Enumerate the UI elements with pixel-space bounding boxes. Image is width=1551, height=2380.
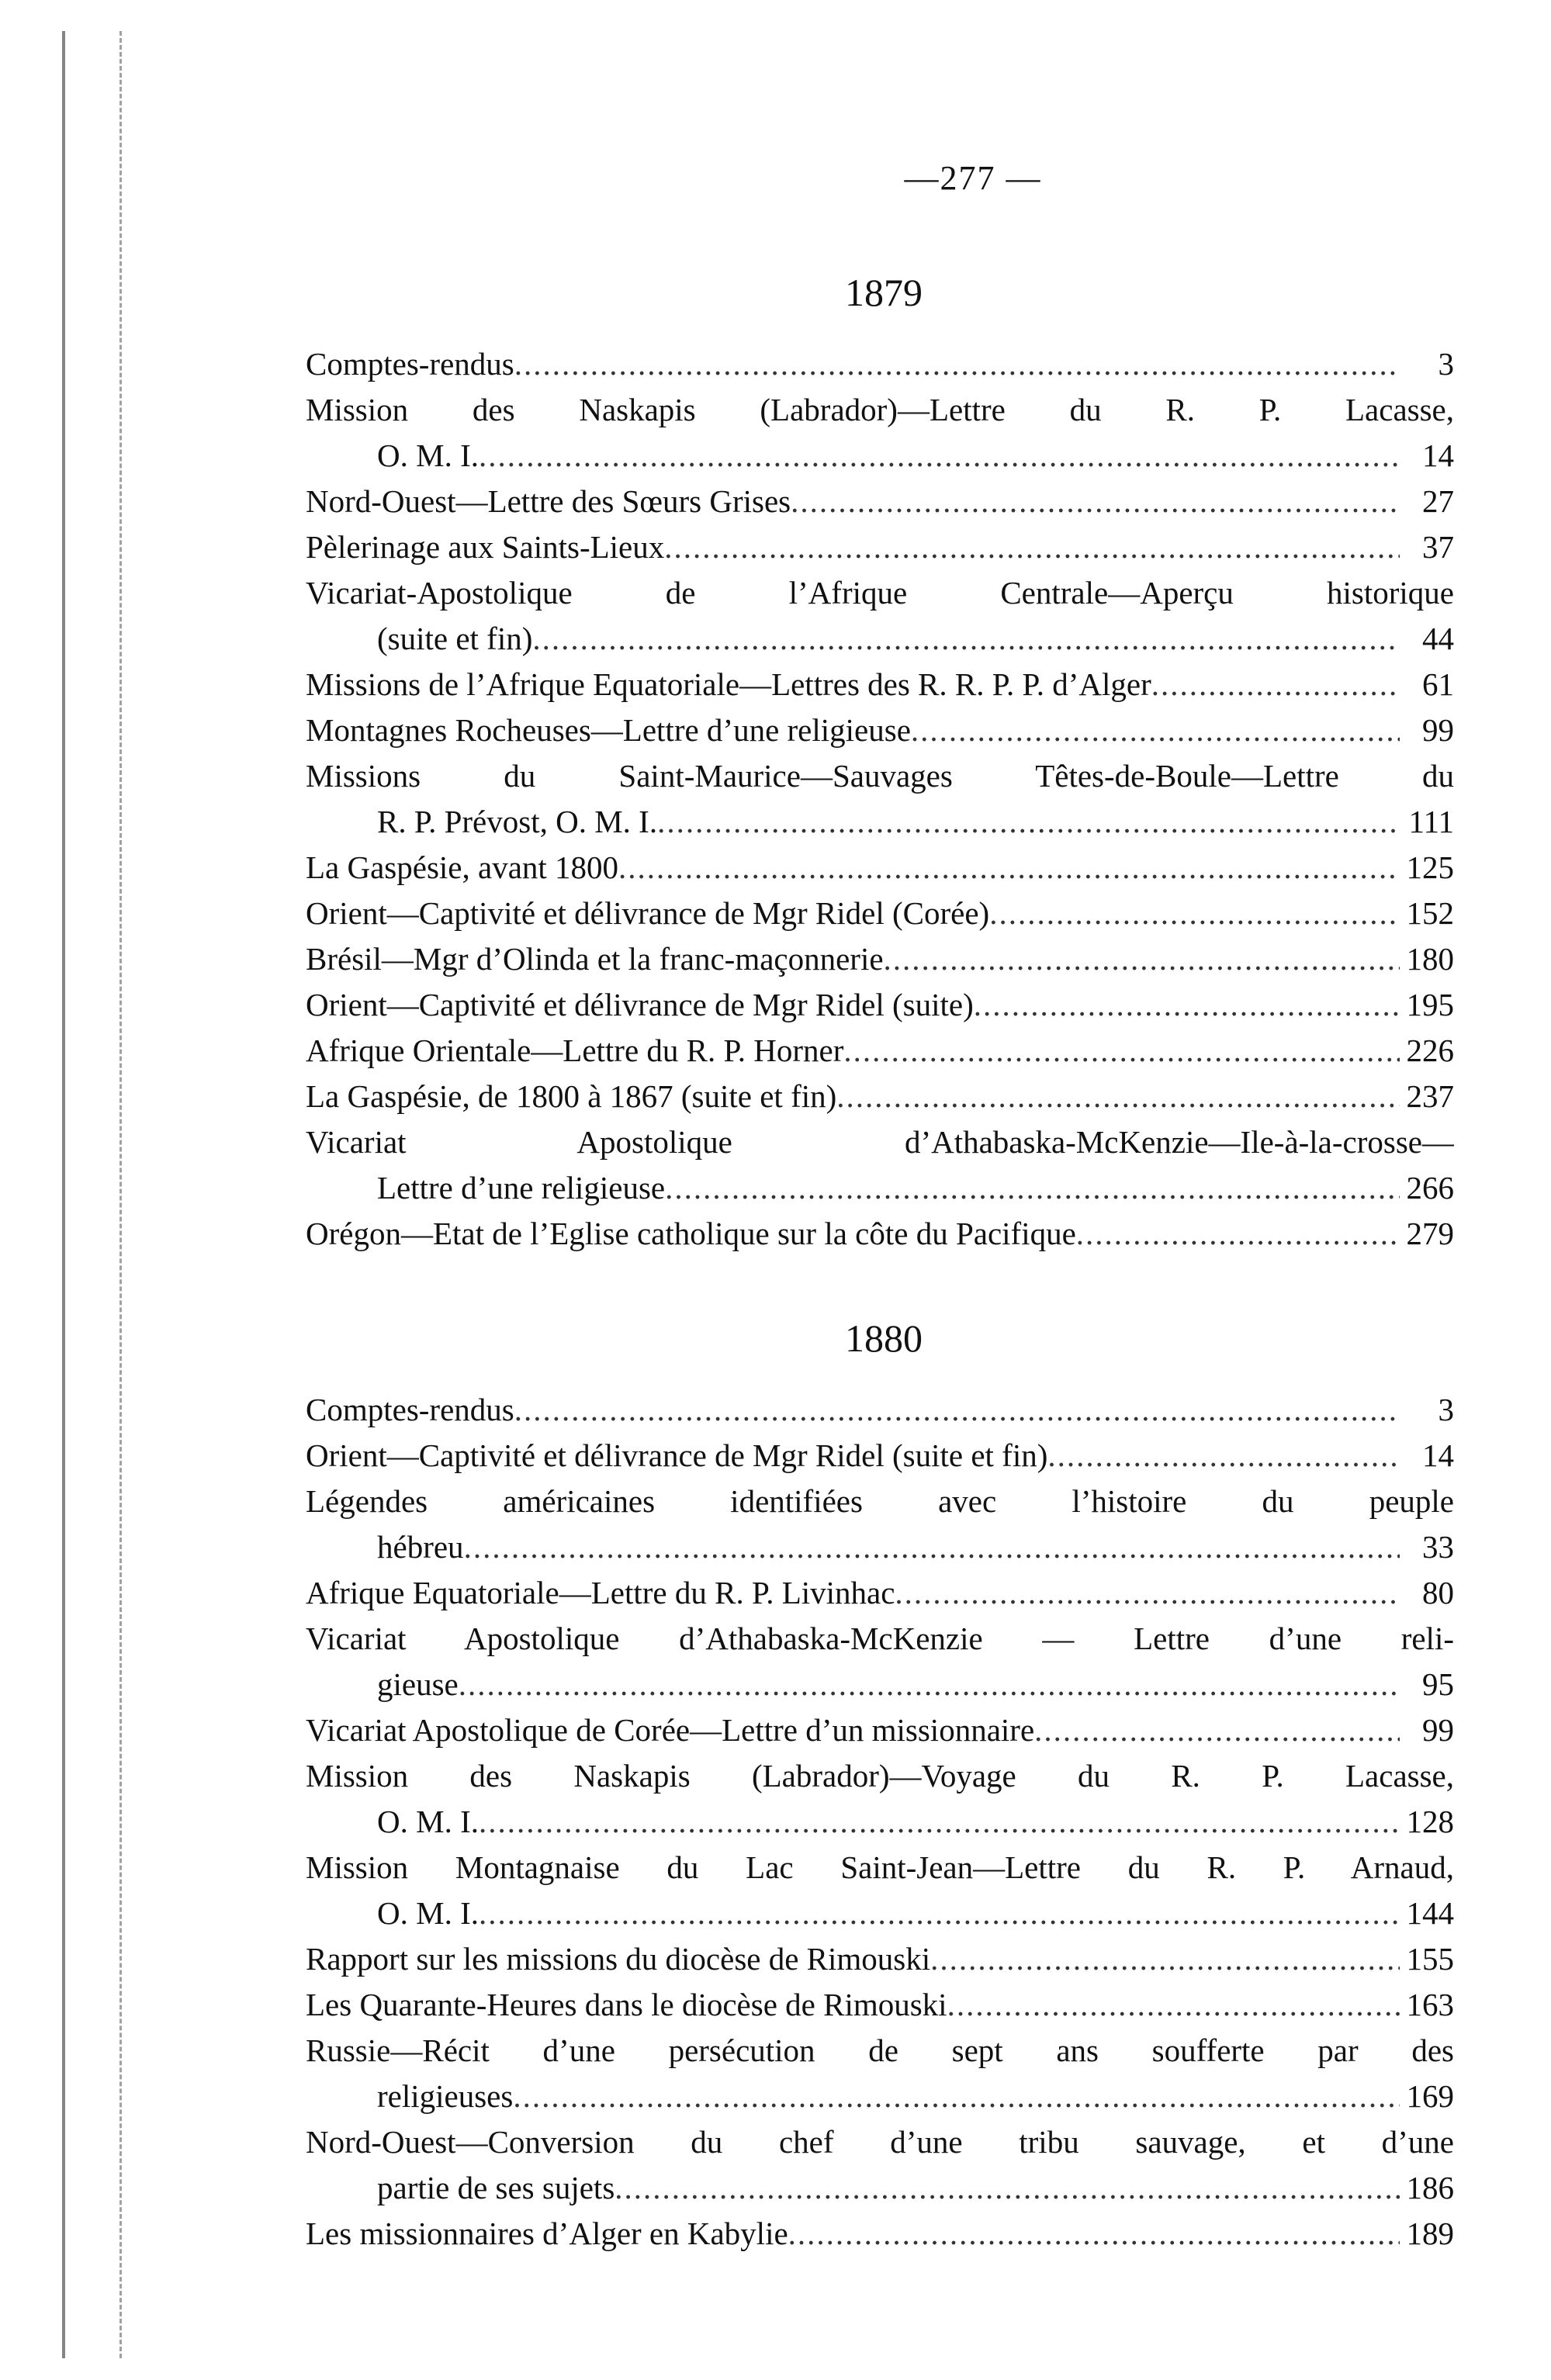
entry-page-number: 128 [1406,1804,1454,1839]
entry-page-number: 14 [1422,1437,1454,1473]
entry-title: Comptes-rendus [306,346,514,382]
entry-page-number: 186 [1406,2170,1454,2205]
dot-leader [788,2211,1400,2257]
entry-title: gieuse [377,1666,459,1702]
entry-title: Russie—Récit d’une persécution de sept ans soufferte par des [306,2032,1454,2068]
toc-entry-line [306,1479,1454,1524]
dot-leader [1076,1211,1400,1257]
entry-title: O. M. I. [377,1804,479,1839]
entry-title: Mission Montagnaise du Lac Saint-Jean—Lettre du R. P. Arnaud, [306,1849,1454,1885]
entry-title: Comptes-rendus [306,1392,514,1427]
entry-page-number: 237 [1406,1078,1454,1114]
dot-leader [1151,662,1400,707]
entry-title: (suite et fin) [377,621,533,656]
entry-title: Orient—Captivité et délivrance de Mgr Ridel (suite) [306,987,974,1022]
toc-entry-line [306,1753,1454,1799]
entry-title: Afrique Orientale—Lettre du R. P. Horner [306,1033,844,1068]
dot-leader [974,982,1400,1028]
page-number: —277 — [904,159,1042,197]
dot-leader [911,707,1400,753]
toc-entry-line [306,2028,1454,2074]
toc-entry-line [306,570,1454,616]
toc-entry-line [306,616,1454,662]
dot-leader [836,1074,1400,1119]
dot-leader [989,891,1400,936]
toc-entry-line [306,341,1454,387]
toc-entry-line [306,1616,1454,1662]
entry-title: Lettre d’une religieuse [377,1170,666,1206]
dot-leader [464,1524,1400,1570]
dot-leader [514,341,1400,387]
entry-page-number: 99 [1422,1712,1454,1748]
entry-page-number: 111 [1408,804,1454,839]
index-page [306,155,1454,2257]
toc-entry-line [306,387,1454,433]
entry-title: Mission des Naskapis (Labrador)—Voyage du R. P. Lacasse, [306,1758,1454,1794]
dot-leader [657,799,1400,845]
entry-page-number: 152 [1406,895,1454,931]
toc-entry-line [306,891,1454,936]
entry-title: religieuses [377,2078,514,2114]
entry-page-number: 163 [1406,1987,1454,2022]
entry-title: Vicariat Apostolique d’Athabaska-McKenzie—Ile-à-la-crosse— [306,1124,1454,1160]
entry-title: Montagnes Rocheuses—Lettre d’une religieuse [306,712,911,748]
entry-page-number: 14 [1422,438,1454,473]
dot-leader [618,845,1400,891]
entry-page-number: 3 [1438,346,1454,382]
dot-leader [895,1570,1400,1616]
toc-entry-line [306,845,1454,891]
entry-title: hébreu [377,1529,464,1565]
dot-leader [930,1936,1400,1982]
dot-leader [843,1028,1400,1074]
entry-page-number: 266 [1406,1170,1454,1206]
toc-entry-line [306,1799,1454,1845]
entry-page-number: 195 [1406,987,1454,1022]
dot-leader [513,2074,1400,2119]
toc-entry-line [306,2211,1454,2257]
toc-entry-line [306,1982,1454,2028]
toc-entry-line [306,1845,1454,1891]
entry-title: Pèlerinage aux Saints-Lieux [306,529,665,565]
entry-page-number: 61 [1422,666,1454,702]
toc-entry-line [306,662,1454,707]
toc-entry-line [306,2074,1454,2119]
dot-leader [615,2165,1400,2211]
entry-title: Nord-Ouest—Lettre des Sœurs Grises [306,483,791,519]
entry-page-number: 95 [1422,1666,1454,1702]
entry-page-number: 226 [1406,1033,1454,1068]
toc-entry-line [306,1570,1454,1616]
entry-title: Mission des Naskapis (Labrador)—Lettre du R. P. Lacasse, [306,392,1454,427]
dot-leader [532,616,1400,662]
entry-title: Orient—Captivité et délivrance de Mgr Ridel (Corée) [306,895,990,931]
entry-page-number: 169 [1406,2078,1454,2114]
entry-title: R. P. Prévost, O. M. I. [377,804,658,839]
entry-title: Afrique Equatoriale—Lettre du R. P. Livinhac [306,1575,895,1610]
dot-leader [514,1387,1400,1433]
entry-title: Vicariat-Apostolique de l’Afrique Centrale—Aperçu historique [306,575,1454,611]
dot-leader [791,479,1400,524]
toc-entry-line [306,753,1454,799]
toc-entry-line [306,524,1454,570]
toc-entry-line [306,1028,1454,1074]
dot-leader [459,1662,1400,1707]
entry-page-number: 279 [1406,1216,1454,1251]
entry-title: partie de ses sujets [377,2170,615,2205]
year-heading-1879: 1879 [845,271,923,314]
entry-title: Brésil—Mgr d’Olinda et la franc-maçonnerie [306,941,884,977]
dot-leader [479,1891,1400,1936]
dot-leader [665,1165,1400,1211]
entry-title: Vicariat Apostolique d’Athabaska-McKenzie — Lettre d’une reli- [306,1621,1454,1656]
dot-leader [947,1982,1400,2028]
dot-leader [1047,1433,1400,1479]
entry-page-number: 44 [1422,621,1454,656]
entry-title: Les missionnaires d’Alger en Kabylie [306,2216,788,2251]
entry-title: La Gaspésie, avant 1800 [306,849,619,885]
dot-leader [664,524,1400,570]
toc-entry-line [306,2119,1454,2165]
entry-page-number: 37 [1422,529,1454,565]
toc-entry-line [306,799,1454,845]
toc-entry-line [306,1662,1454,1707]
toc-entry-line [306,2165,1454,2211]
toc-entry-line [306,1433,1454,1479]
toc-entry-line [306,1891,1454,1936]
dot-leader [479,1799,1400,1845]
entry-title: La Gaspésie, de 1800 à 1867 (suite et fin) [306,1078,837,1114]
toc-entry-line [306,707,1454,753]
entry-title: Légendes américaines identifiées avec l’histoire du peuple [306,1483,1454,1519]
dot-leader [884,936,1400,982]
toc-entry-line [306,1074,1454,1119]
entry-page-number: 155 [1406,1941,1454,1977]
entry-page-number: 144 [1406,1895,1454,1931]
entry-title: Les Quarante-Heures dans le diocèse de Rimouski [306,1987,947,2022]
year-heading-1880: 1880 [845,1316,923,1360]
toc-entry-line [306,1524,1454,1570]
toc-list-1879 [306,341,1454,1257]
toc-entry-line [306,1936,1454,1982]
entry-page-number: 99 [1422,712,1454,748]
toc-entry-line [306,982,1454,1028]
toc-entry-line [306,1707,1454,1753]
entry-title: Missions de l’Afrique Equatoriale—Lettres des R. R. P. P. d’Alger [306,666,1151,702]
entry-title: O. M. I. [377,1895,479,1931]
entry-page-number: 125 [1406,849,1454,885]
entry-page-number: 33 [1422,1529,1454,1565]
toc-entry-line [306,1211,1454,1257]
entry-page-number: 180 [1406,941,1454,977]
toc-entry-line [306,1387,1454,1433]
entry-page-number: 27 [1422,483,1454,519]
entry-title: Orégon—Etat de l’Eglise catholique sur la côte du Pacifique [306,1216,1076,1251]
entry-title: O. M. I. [377,438,479,473]
entry-page-number: 3 [1438,1392,1454,1427]
entry-title: Vicariat Apostolique de Corée—Lettre d’un missionnaire [306,1712,1035,1748]
entry-page-number: 80 [1422,1575,1454,1610]
dot-leader [1034,1707,1400,1753]
entry-page-number: 189 [1406,2216,1454,2251]
dot-leader [479,433,1400,479]
toc-list-1880 [306,1387,1454,2257]
toc-entry-line [306,936,1454,982]
toc-entry-line [306,1119,1454,1165]
toc-entry-line [306,479,1454,524]
toc-entry-line [306,1165,1454,1211]
page-edge-decoration [62,31,122,2358]
entry-title: Nord-Ouest—Conversion du chef d’une tribu sauvage, et d’une [306,2124,1454,2160]
entry-title: Rapport sur les missions du diocèse de Rimouski [306,1941,931,1977]
entry-title: Orient—Captivité et délivrance de Mgr Ridel (suite et fin) [306,1437,1048,1473]
entry-title: Missions du Saint-Maurice—Sauvages Têtes-de-Boule—Lettre du [306,758,1454,794]
toc-entry-line [306,433,1454,479]
